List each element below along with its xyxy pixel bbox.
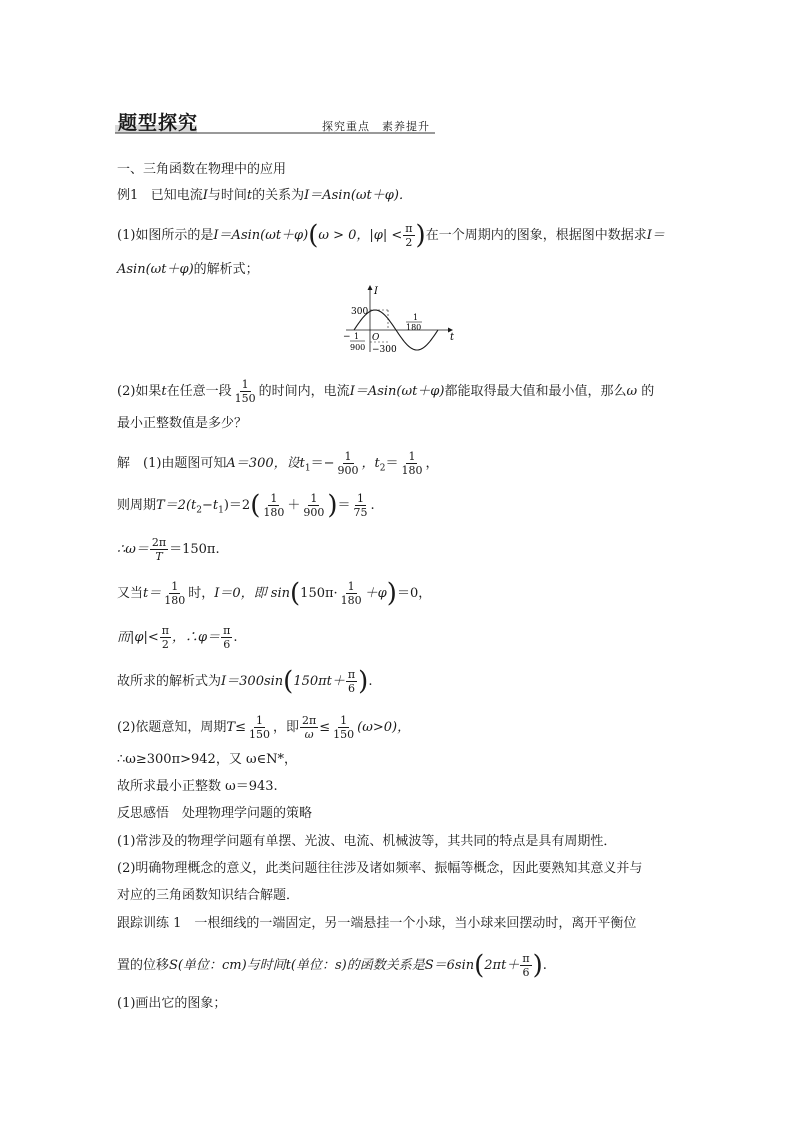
frac-den: 6: [223, 638, 231, 651]
sol-fraction: [162, 580, 187, 607]
sol-formula: T＝2(t: [156, 498, 197, 513]
sol-var: ，t: [361, 456, 380, 471]
sol-fraction: [150, 536, 168, 563]
frac-num: π: [405, 222, 413, 235]
sol-text: ＋: [287, 498, 301, 513]
q2-fraction: [233, 378, 258, 405]
graph-y-label: I: [374, 286, 378, 297]
frac-num: 1: [340, 714, 348, 727]
sol-text: ≤: [319, 720, 331, 735]
sol-formula: t＝: [143, 586, 162, 601]
q2-text: 的时间内，电流: [258, 384, 350, 399]
frac-den: 6: [522, 966, 530, 979]
example-text: 的关系为: [252, 188, 305, 203]
sol-sub: 1: [218, 505, 224, 516]
reflection-point-2-line-2: 对应的三角函数知识结合解题．: [117, 888, 300, 903]
q1-formula-end: I＝: [646, 228, 665, 243]
frac-num: 2π: [151, 536, 167, 549]
sol-formula: −t: [202, 498, 219, 513]
frac-den: 180: [164, 594, 186, 607]
q2-text: 都能取得最大值和最小值，那么: [444, 384, 627, 399]
q1-fraction: [403, 222, 414, 249]
sol-formula: ∴ω＝: [117, 542, 149, 557]
sol-text: ＝: [385, 456, 399, 471]
sol-fraction: [352, 492, 370, 519]
sol-sub: 1: [304, 463, 311, 474]
frac-den: ω: [304, 728, 314, 741]
question-2-line-2: 最小正整数值是多少？: [117, 416, 248, 431]
frac-num: π: [223, 624, 231, 637]
practice-line-2: 置的位移S(单位：cm)与时间t(单位：s)的函数关系是S＝6sin(2πt＋ $\frac{\pi}{6}$ ).: [117, 950, 547, 981]
graph-x-label: t: [450, 332, 455, 343]
frac-den: 180: [263, 506, 285, 519]
sol-fraction: [336, 450, 361, 477]
frac-den: 2: [405, 236, 413, 249]
solution-line-5: [117, 624, 237, 651]
sol-formula: 而|φ|<: [117, 630, 159, 645]
frac-den: 150: [333, 728, 355, 741]
sol-fraction: [301, 492, 326, 519]
frac-num: π: [347, 668, 356, 681]
section-header-title: 题型探究: [118, 112, 199, 134]
sol-sub: 2: [379, 463, 386, 474]
frac-num: 2π: [302, 714, 317, 727]
practice-line-1: 跟踪训练 1 一根细线的一端固定，另一端悬挂一个小球，当小球来回摆动时，离开平衡位: [117, 916, 637, 931]
q2-text: 的: [641, 384, 655, 399]
sol-text: (2)依题意知，周期: [117, 720, 227, 735]
practice-fraction: [520, 952, 531, 979]
practice-text: 置的位移: [117, 958, 170, 973]
sol-text: ＝150π.: [169, 542, 220, 557]
graph-y-min-label: −300: [372, 345, 397, 355]
frac-den: 150: [234, 392, 256, 405]
graph-x-right-den: 180: [406, 323, 422, 332]
practice-formula: S＝6sin: [424, 958, 475, 973]
sol-formula: I＝0，即 sin: [214, 586, 291, 601]
practice-formula: 2πt＋: [484, 958, 520, 973]
frac-num: 1: [241, 378, 249, 391]
frac-num: 1: [310, 492, 318, 505]
solution-line-1: [117, 450, 439, 479]
sol-text: ＝0，: [396, 586, 432, 601]
sol-text: 时，: [188, 586, 215, 601]
example-formula: I＝Asin(ωt＋φ)．: [304, 188, 412, 203]
frac-den: 180: [340, 594, 362, 607]
frac-den: 900: [337, 464, 359, 477]
example-var-i: I: [202, 188, 208, 203]
practice-text: t(单位：s)的函数关系是: [285, 958, 425, 973]
q1-text: 在一个周期内的图象，根据图中数据求: [425, 228, 647, 243]
sol-text: .: [368, 674, 373, 689]
solution-line-2: 则周期$T=2(t_2-t_1)=2$( $\frac{1}{180}$ ＋ $\frac{1}{900}$ )＝ $\frac{1}{75}$ .: [117, 490, 375, 521]
sol-formula: (ω>0)，: [357, 720, 411, 735]
reflection-point-1: (1)常涉及的物理学问题有单摆、光波、电流、机械波等，其共同的特点是具有周期性．: [117, 834, 617, 849]
frac-num: 1: [270, 492, 278, 505]
sol-text: 解 (1)由题图可知: [117, 456, 227, 471]
sol-text: ，即: [273, 720, 300, 735]
sol-text: .: [233, 630, 238, 645]
solution-line-7: [117, 714, 410, 741]
q1-formula: I＝Asin(ωt＋φ): [213, 228, 309, 243]
sol-text: ＝: [337, 498, 351, 513]
sol-text: 故所求的解析式为: [117, 674, 222, 689]
sol-fraction: [346, 668, 357, 695]
example-var-t: t: [246, 188, 253, 203]
question-2-line-1: [117, 378, 654, 405]
graph-x-left-sign: −: [343, 332, 351, 342]
sol-text: .: [370, 498, 375, 513]
sol-text: ，: [425, 456, 439, 471]
solution-line-8: ∴ω≥300π>942，又 ω∈N*，: [117, 752, 298, 767]
sine-graph: [338, 284, 458, 356]
solution-line-9: 故所求最小正整数 ω＝943.: [117, 779, 278, 794]
q2-formula: I＝Asin(ωt＋φ): [349, 384, 445, 399]
frac-num: 1: [357, 492, 365, 505]
reflection-title: 反思感悟 处理物理学问题的策略: [117, 806, 313, 821]
example-text: 已知电流: [150, 188, 203, 203]
sol-sub: 2: [196, 505, 202, 516]
sol-formula: ＋φ: [364, 586, 387, 601]
section-title: 一、三角函数在物理中的应用: [117, 162, 287, 177]
sol-text: A＝300，设: [226, 456, 300, 471]
frac-num: 1: [171, 580, 179, 593]
q1-text: (1)如图所示的是: [117, 228, 214, 243]
frac-den: 900: [303, 506, 325, 519]
sol-formula: T≤: [226, 720, 246, 735]
sol-fraction: [399, 450, 424, 477]
solution-line-3: [117, 536, 220, 563]
sol-fraction: [261, 492, 286, 519]
frac-num: 1: [256, 714, 263, 727]
q2-var-omega: ω: [626, 384, 638, 399]
sol-formula: I＝300sin: [221, 674, 284, 689]
q2-text: 在任意一段: [166, 384, 232, 399]
frac-den: 75: [353, 506, 368, 519]
graph-y-arrow: [368, 285, 373, 290]
sol-formula: ，∴φ＝: [172, 630, 221, 645]
frac-num: 1: [344, 450, 352, 463]
sol-text: ＝−: [310, 456, 335, 471]
sol-fraction: [331, 714, 356, 741]
graph-x-right-num: 1: [413, 313, 419, 322]
example-label: 例1: [117, 188, 139, 203]
solution-line-4: 又当t＝ $\frac{1}{180}$ 时，I＝0，即 sin(150π· $\frac{1}{180}$ ＋φ)＝0，: [117, 578, 432, 609]
frac-den: 150: [249, 728, 270, 741]
frac-den: 6: [348, 682, 356, 695]
q2-var-t: t: [161, 384, 167, 399]
sol-text: 则周期: [117, 498, 157, 513]
frac-den: T: [155, 550, 163, 563]
sol-formula: 150πt＋: [293, 674, 345, 689]
sol-fraction: [247, 714, 272, 741]
sol-fraction: [339, 580, 364, 607]
frac-num: 1: [347, 580, 355, 593]
question-1-line-2: [117, 260, 259, 280]
question-1-line-1: (1)如图所示的是I＝Asin(ωt＋φ)(ω > 0，|φ| < $\frac{\pi}{2}$ )在一个周期内的图象，根据图中数据求I＝: [117, 220, 665, 251]
practice-text: .: [542, 958, 547, 973]
q1-text: 的解析式；: [193, 262, 259, 277]
sol-text: 又当: [117, 586, 144, 601]
frac-den: 180: [401, 464, 423, 477]
sol-var: t: [299, 456, 305, 471]
sol-text: )＝2: [223, 498, 251, 513]
graph-x-left-num: 1: [354, 332, 360, 341]
section-header-tag: 探究重点 素养提升: [322, 120, 430, 133]
q1-formula: Asin(ωt＋φ): [117, 262, 194, 277]
reflection-point-2-line-1: (2)明确物理概念的意义，此类问题往往涉及诸如频率、振幅等概念，因此要熟知其意义并与: [117, 861, 643, 876]
graph-y-max-label: 300: [351, 307, 369, 317]
sol-fraction: [160, 624, 171, 651]
frac-num: 1: [408, 450, 416, 463]
sol-fraction: [221, 624, 232, 651]
example-statement: [117, 186, 412, 206]
solution-line-6: 故所求的解析式为I＝300sin(150πt＋ $\frac{\pi}{6}$ ).: [117, 666, 373, 697]
example-text: 与时间: [207, 188, 247, 203]
frac-den: 2: [161, 638, 169, 651]
q1-condition: ω > 0，|φ| <: [318, 228, 403, 243]
sol-fraction: [300, 714, 318, 741]
practice-text: S(单位：cm)与时间: [169, 958, 286, 973]
graph-x-left-den: 900: [350, 343, 366, 352]
q2-text: (2)如果: [117, 384, 162, 399]
practice-question-1: (1)画出它的图象；: [117, 996, 227, 1011]
graph-origin-label: O: [372, 333, 380, 343]
frac-num: π: [161, 624, 169, 637]
sol-text: 150π·: [300, 586, 338, 601]
frac-num: π: [522, 952, 530, 965]
